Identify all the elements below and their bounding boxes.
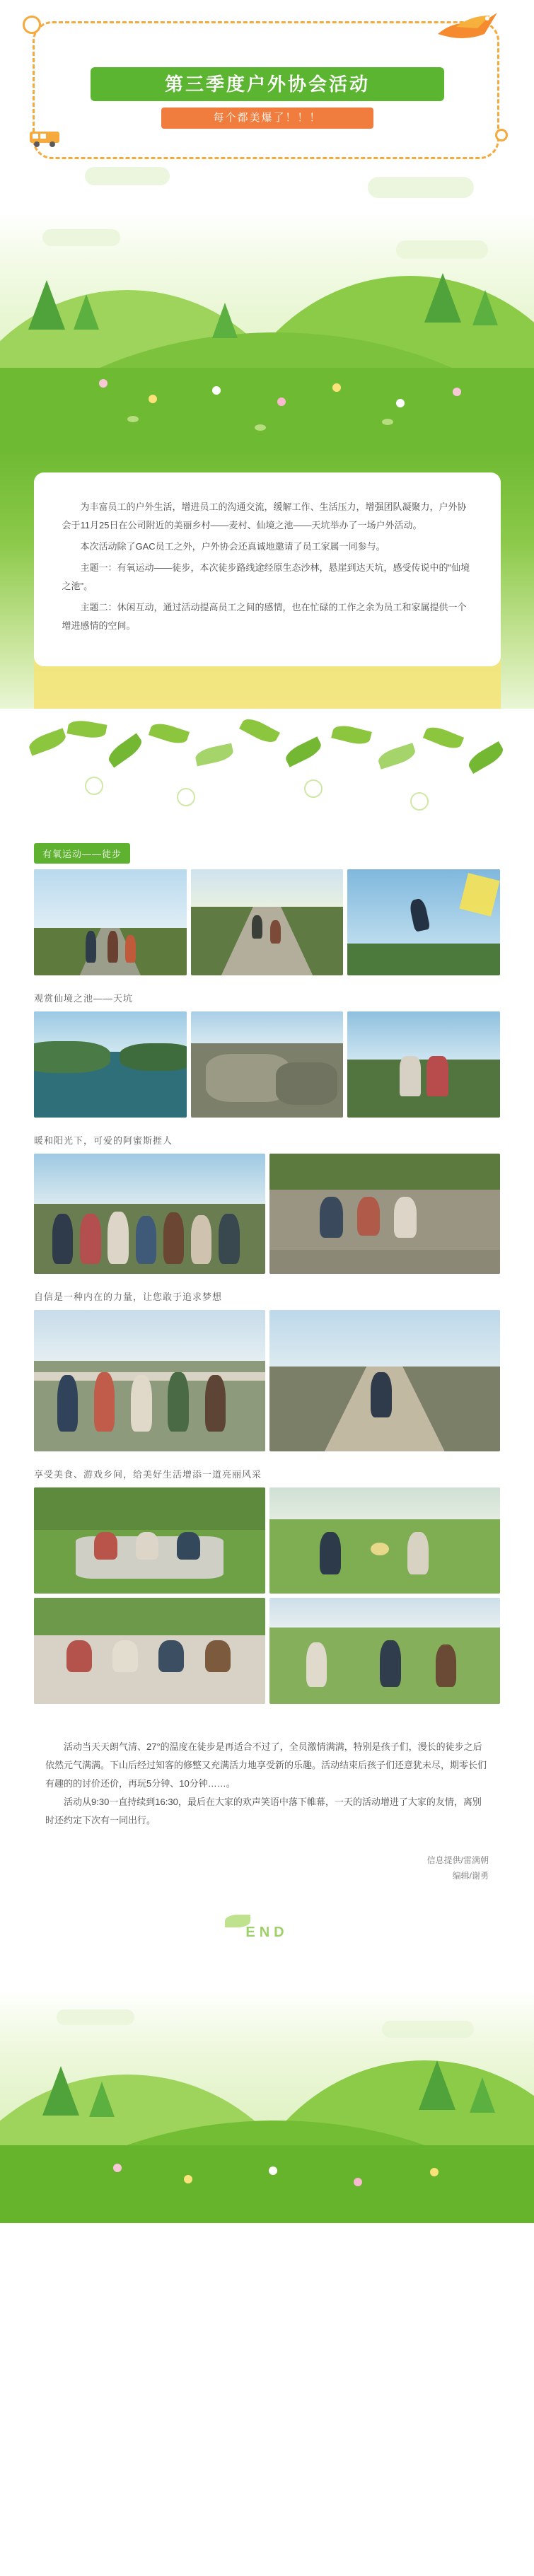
leaf-icon bbox=[149, 720, 190, 747]
footer-illustration bbox=[0, 1990, 534, 2223]
gallery-section bbox=[34, 1288, 500, 1451]
intro-paragraph: 本次活动除了GAC员工之外，户外协会还真诚地邀请了员工家属一同参与。 bbox=[80, 541, 385, 552]
tree-icon bbox=[74, 294, 99, 330]
leaf-icon bbox=[67, 718, 108, 740]
leaf-divider bbox=[0, 709, 534, 843]
intro-card bbox=[34, 472, 501, 666]
flower-icon bbox=[430, 2168, 439, 2176]
cloud-shape bbox=[382, 2021, 474, 2038]
photo-lawn-game[interactable] bbox=[269, 1487, 501, 1594]
credits-block bbox=[0, 1837, 534, 1884]
gallery-section bbox=[34, 1466, 500, 1704]
flower-icon bbox=[453, 388, 461, 396]
section-label: 享受美食、游戏乡间，给美好生活增添一道亮丽风采 bbox=[34, 1469, 262, 1480]
cloud-shape bbox=[396, 240, 488, 259]
tree-icon bbox=[424, 273, 461, 323]
leaf-icon bbox=[127, 416, 139, 422]
bird-icon bbox=[435, 6, 499, 48]
grass-band bbox=[0, 2145, 534, 2223]
photo-picnic-mat[interactable] bbox=[34, 1487, 265, 1594]
photo-gallery bbox=[0, 843, 534, 1704]
decor-circle bbox=[495, 129, 508, 141]
blossom-icon bbox=[304, 779, 323, 798]
photo-row bbox=[34, 1154, 500, 1274]
tree-icon bbox=[42, 2066, 79, 2116]
leaf-icon bbox=[331, 723, 372, 747]
photo-group-stairs[interactable] bbox=[269, 1154, 501, 1274]
leaf-icon bbox=[27, 728, 68, 755]
cloud-shape bbox=[42, 229, 120, 246]
tree-icon bbox=[419, 2060, 455, 2110]
flower-icon bbox=[277, 398, 286, 406]
photo-railing-group[interactable] bbox=[34, 1310, 265, 1451]
leaf-icon bbox=[376, 743, 417, 770]
scenery-illustration bbox=[0, 212, 534, 453]
poster-header bbox=[0, 0, 534, 212]
photo-hiking-steps[interactable] bbox=[191, 869, 344, 975]
end-label: END bbox=[245, 1925, 289, 1940]
decor-circle bbox=[23, 16, 41, 34]
photo-kids-table[interactable] bbox=[34, 1598, 265, 1704]
intro-paragraph: 为丰富员工的户外生活，增进员工的沟通交流，缓解工作、生活压力，增强团队凝聚力，户外协会于11月25日在公司附近的美丽乡村——麦村、仙境之池——天坑举办了一场户外活动。 bbox=[62, 501, 467, 530]
leaf-icon bbox=[239, 715, 280, 747]
flower-icon bbox=[354, 2178, 362, 2186]
photo-bridge-walk[interactable] bbox=[269, 1310, 501, 1451]
photo-sinkhole-pair[interactable] bbox=[347, 1011, 500, 1118]
flower-icon bbox=[184, 2175, 192, 2183]
section-label: 自信是一种内在的力量，让您敢于追求梦想 bbox=[34, 1292, 223, 1302]
leaf-icon bbox=[382, 419, 393, 425]
photo-row bbox=[34, 1310, 500, 1451]
cloud-shape bbox=[57, 2009, 134, 2025]
section-label: 暖和阳光下，可爱的阿蜜斯捱人 bbox=[34, 1135, 173, 1146]
credit-line: 信息提供/雷满朝 bbox=[426, 1855, 489, 1865]
section-label: 有氧运动——徒步 bbox=[34, 843, 130, 864]
bus-icon bbox=[28, 129, 65, 149]
tree-icon bbox=[89, 2082, 115, 2117]
flower-icon bbox=[332, 383, 341, 392]
intro-paragraph: 主题一：有氧运动——徒步，本次徒步路线途经原生态沙林，悬崖到达天坑，感受传说中的"仙境之池"。 bbox=[62, 562, 470, 591]
gallery-section bbox=[34, 1132, 500, 1274]
cloud-shape bbox=[85, 167, 170, 185]
gallery-section bbox=[34, 843, 500, 975]
leaf-icon bbox=[105, 733, 146, 768]
flower-icon bbox=[212, 386, 221, 395]
blossom-icon bbox=[85, 777, 103, 795]
photo-sinkhole-lake[interactable] bbox=[34, 1011, 187, 1118]
photo-sinkhole-rocks[interactable] bbox=[191, 1011, 344, 1118]
leaf-icon bbox=[423, 724, 464, 753]
end-band bbox=[0, 1884, 534, 1990]
flower-icon bbox=[269, 2166, 277, 2175]
photo-field-play[interactable] bbox=[269, 1598, 501, 1704]
page-subtitle: 每个都美爆了！！！ bbox=[161, 108, 373, 129]
photo-hiking-road[interactable] bbox=[34, 869, 187, 975]
photo-hiking-jump[interactable] bbox=[347, 869, 500, 975]
credit-line: 编辑/谢勇 bbox=[452, 1871, 489, 1881]
section-label: 观赏仙境之池——天坑 bbox=[34, 993, 134, 1004]
tree-icon bbox=[470, 2077, 495, 2113]
photo-grid bbox=[34, 1487, 500, 1704]
grass-band bbox=[0, 368, 534, 453]
flower-icon bbox=[396, 399, 405, 407]
intro-paragraph: 主题二：休闲互动，通过活动提高员工之间的感情，也在忙碌的工作之余为员工和家属提供一个增进感情的空间。 bbox=[62, 602, 467, 631]
photo-row bbox=[34, 869, 500, 975]
closing-paragraph: 活动当天天朗气清、27°的温度在徒步是再适合不过了，全员激情满满，特别是孩子们，漫长的徒步之后依然元气满满。下山后经过知客的修整又充满活力地享受新的乐趣。活动结束后孩子们还意犹未尽，期零长们有趣的的讨价还价，再玩5分钟、10分钟……。 bbox=[45, 1741, 487, 1789]
leaf-icon bbox=[194, 743, 234, 767]
page-title: 第三季度户外协会活动 bbox=[91, 67, 444, 101]
flower-icon bbox=[99, 379, 108, 388]
flower-icon bbox=[149, 395, 157, 403]
leaf-icon bbox=[255, 424, 266, 431]
leaf-icon bbox=[465, 741, 506, 774]
tree-icon bbox=[28, 280, 65, 330]
blossom-icon bbox=[177, 788, 195, 806]
closing-section bbox=[0, 1718, 534, 1837]
photo-row bbox=[34, 1011, 500, 1118]
leaf-icon bbox=[283, 736, 324, 767]
tree-icon bbox=[472, 290, 498, 325]
cloud-shape bbox=[368, 177, 474, 198]
gallery-section bbox=[34, 990, 500, 1118]
tree-icon bbox=[212, 303, 238, 338]
blossom-icon bbox=[410, 792, 429, 811]
intro-section bbox=[0, 453, 534, 709]
flower-icon bbox=[113, 2164, 122, 2172]
photo-group-sunshine[interactable] bbox=[34, 1154, 265, 1274]
closing-paragraph: 活动从9:30一直持续到16:30，最后在大家的欢声笑语中落下帷幕，一天的活动增进了大家的友情，离别时还约定下次有一同出行。 bbox=[45, 1797, 482, 1826]
